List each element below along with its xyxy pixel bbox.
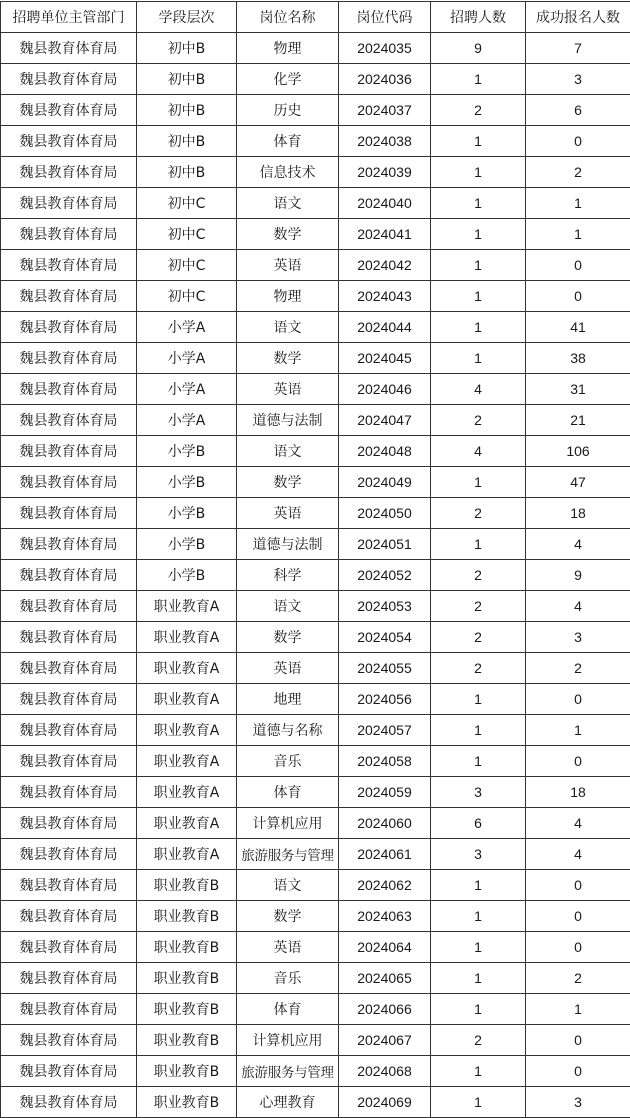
position-name-cell: 数学 [237, 901, 339, 932]
header-position-code: 岗位代码 [339, 2, 431, 33]
position-code-cell: 2024062 [339, 870, 431, 901]
position-name-cell: 计算机应用 [237, 1025, 339, 1056]
recruit-count-cell: 2 [431, 1025, 526, 1056]
table-row [1, 1056, 630, 1087]
position-code-cell: 2024049 [339, 467, 431, 498]
recruit-count-cell: 4 [431, 374, 526, 405]
school-level-cell: 小学B [137, 467, 237, 498]
table-row [1, 963, 630, 994]
department-cell: 魏县教育体育局 [1, 591, 137, 622]
position-name-cell: 英语 [237, 653, 339, 684]
table-row [1, 932, 630, 963]
department-cell: 魏县教育体育局 [1, 126, 137, 157]
applicant-count-cell: 31 [526, 374, 630, 405]
applicant-count-cell: 3 [526, 622, 630, 653]
position-name-cell: 旅游服务与管理 [237, 1056, 339, 1087]
position-name-cell: 历史 [237, 95, 339, 126]
applicant-count-cell: 41 [526, 312, 630, 343]
recruit-count-cell: 1 [431, 157, 526, 188]
position-code-cell: 2024041 [339, 219, 431, 250]
recruit-count-cell: 1 [431, 1056, 526, 1087]
position-name-cell: 道德与法制 [237, 405, 339, 436]
applicant-count-cell: 4 [526, 591, 630, 622]
department-cell: 魏县教育体育局 [1, 1087, 137, 1118]
applicant-count-cell: 4 [526, 839, 630, 870]
school-level-cell: 职业教育A [137, 808, 237, 839]
table-row [1, 281, 630, 312]
position-code-cell: 2024048 [339, 436, 431, 467]
department-cell: 魏县教育体育局 [1, 467, 137, 498]
position-name-cell: 数学 [237, 622, 339, 653]
school-level-cell: 职业教育B [137, 870, 237, 901]
department-cell: 魏县教育体育局 [1, 188, 137, 219]
school-level-cell: 职业教育A [137, 591, 237, 622]
position-name-cell: 语文 [237, 870, 339, 901]
applicant-count-cell: 0 [526, 746, 630, 777]
recruit-count-cell: 2 [431, 622, 526, 653]
position-code-cell: 2024040 [339, 188, 431, 219]
table-row [1, 715, 630, 746]
position-name-cell: 信息技术 [237, 157, 339, 188]
recruit-count-cell: 1 [431, 467, 526, 498]
table-row [1, 1025, 630, 1056]
table-row [1, 250, 630, 281]
recruit-count-cell: 2 [431, 498, 526, 529]
school-level-cell: 初中B [137, 157, 237, 188]
position-code-cell: 2024043 [339, 281, 431, 312]
applicant-count-cell: 0 [526, 281, 630, 312]
department-cell: 魏县教育体育局 [1, 963, 137, 994]
table-row [1, 870, 630, 901]
position-code-cell: 2024056 [339, 684, 431, 715]
table-row [1, 188, 630, 219]
position-name-cell: 科学 [237, 560, 339, 591]
school-level-cell: 职业教育A [137, 839, 237, 870]
applicant-count-cell: 2 [526, 653, 630, 684]
position-name-cell: 化学 [237, 64, 339, 95]
school-level-cell: 初中C [137, 281, 237, 312]
department-cell: 魏县教育体育局 [1, 529, 137, 560]
applicant-count-cell: 1 [526, 715, 630, 746]
position-name-cell: 音乐 [237, 746, 339, 777]
position-name-cell: 计算机应用 [237, 808, 339, 839]
position-name-cell: 道德与名称 [237, 715, 339, 746]
school-level-cell: 职业教育A [137, 715, 237, 746]
position-code-cell: 2024037 [339, 95, 431, 126]
department-cell: 魏县教育体育局 [1, 653, 137, 684]
position-name-cell: 语文 [237, 591, 339, 622]
recruit-count-cell: 1 [431, 219, 526, 250]
department-cell: 魏县教育体育局 [1, 746, 137, 777]
applicant-count-cell: 7 [526, 33, 630, 64]
school-level-cell: 小学B [137, 529, 237, 560]
applicant-count-cell: 47 [526, 467, 630, 498]
recruit-count-cell: 1 [431, 64, 526, 95]
department-cell: 魏县教育体育局 [1, 436, 137, 467]
school-level-cell: 小学A [137, 374, 237, 405]
position-code-cell: 2024051 [339, 529, 431, 560]
school-level-cell: 职业教育B [137, 901, 237, 932]
header-recruit-count: 招聘人数 [431, 2, 526, 33]
position-name-cell: 数学 [237, 343, 339, 374]
table-row [1, 684, 630, 715]
department-cell: 魏县教育体育局 [1, 405, 137, 436]
applicant-count-cell: 9 [526, 560, 630, 591]
position-code-cell: 2024065 [339, 963, 431, 994]
position-code-cell: 2024055 [339, 653, 431, 684]
recruit-count-cell: 3 [431, 777, 526, 808]
position-name-cell: 道德与法制 [237, 529, 339, 560]
position-code-cell: 2024064 [339, 932, 431, 963]
department-cell: 魏县教育体育局 [1, 374, 137, 405]
position-name-cell: 旅游服务与管理 [237, 839, 339, 870]
school-level-cell: 职业教育B [137, 963, 237, 994]
table-row [1, 746, 630, 777]
position-name-cell: 体育 [237, 994, 339, 1025]
department-cell: 魏县教育体育局 [1, 33, 137, 64]
department-cell: 魏县教育体育局 [1, 994, 137, 1025]
position-code-cell: 2024061 [339, 839, 431, 870]
position-name-cell: 物理 [237, 281, 339, 312]
position-code-cell: 2024067 [339, 1025, 431, 1056]
recruit-count-cell: 1 [431, 870, 526, 901]
position-name-cell: 语文 [237, 188, 339, 219]
header-position-name: 岗位名称 [237, 2, 339, 33]
department-cell: 魏县教育体育局 [1, 157, 137, 188]
recruit-count-cell: 2 [431, 405, 526, 436]
recruitment-table [0, 1, 630, 1118]
recruit-count-cell: 1 [431, 188, 526, 219]
recruit-count-cell: 1 [431, 281, 526, 312]
position-code-cell: 2024063 [339, 901, 431, 932]
school-level-cell: 职业教育B [137, 932, 237, 963]
position-code-cell: 2024050 [339, 498, 431, 529]
recruit-count-cell: 1 [431, 932, 526, 963]
recruit-count-cell: 3 [431, 839, 526, 870]
applicant-count-cell: 21 [526, 405, 630, 436]
recruit-count-cell: 1 [431, 684, 526, 715]
position-code-cell: 2024058 [339, 746, 431, 777]
applicant-count-cell: 1 [526, 994, 630, 1025]
department-cell: 魏县教育体育局 [1, 1025, 137, 1056]
table-row [1, 95, 630, 126]
school-level-cell: 小学B [137, 560, 237, 591]
table-row [1, 157, 630, 188]
table-row [1, 312, 630, 343]
school-level-cell: 职业教育A [137, 622, 237, 653]
table-row [1, 343, 630, 374]
position-code-cell: 2024060 [339, 808, 431, 839]
school-level-cell: 小学A [137, 343, 237, 374]
position-code-cell: 2024054 [339, 622, 431, 653]
table-row [1, 436, 630, 467]
table-row [1, 529, 630, 560]
table-row [1, 777, 630, 808]
department-cell: 魏县教育体育局 [1, 777, 137, 808]
school-level-cell: 初中B [137, 64, 237, 95]
position-code-cell: 2024036 [339, 64, 431, 95]
recruit-count-cell: 2 [431, 95, 526, 126]
applicant-count-cell: 38 [526, 343, 630, 374]
position-name-cell: 物理 [237, 33, 339, 64]
recruit-count-cell: 2 [431, 560, 526, 591]
table-row [1, 33, 630, 64]
applicant-count-cell: 0 [526, 901, 630, 932]
table-row [1, 653, 630, 684]
department-cell: 魏县教育体育局 [1, 839, 137, 870]
school-level-cell: 职业教育A [137, 746, 237, 777]
applicant-count-cell: 4 [526, 808, 630, 839]
table-row [1, 405, 630, 436]
school-level-cell: 职业教育B [137, 1025, 237, 1056]
position-code-cell: 2024047 [339, 405, 431, 436]
position-name-cell: 体育 [237, 126, 339, 157]
table-row [1, 839, 630, 870]
table-row [1, 901, 630, 932]
department-cell: 魏县教育体育局 [1, 95, 137, 126]
department-cell: 魏县教育体育局 [1, 343, 137, 374]
applicant-count-cell: 1 [526, 188, 630, 219]
recruit-count-cell: 1 [431, 312, 526, 343]
school-level-cell: 初中B [137, 95, 237, 126]
recruit-count-cell: 1 [431, 126, 526, 157]
applicant-count-cell: 0 [526, 870, 630, 901]
table-row [1, 994, 630, 1025]
table-row [1, 126, 630, 157]
school-level-cell: 初中B [137, 126, 237, 157]
department-cell: 魏县教育体育局 [1, 250, 137, 281]
school-level-cell: 小学B [137, 498, 237, 529]
position-name-cell: 数学 [237, 467, 339, 498]
header-school-level: 学段层次 [137, 2, 237, 33]
applicant-count-cell: 3 [526, 64, 630, 95]
table-row [1, 64, 630, 95]
table-row [1, 374, 630, 405]
table-row [1, 560, 630, 591]
school-level-cell: 职业教育A [137, 653, 237, 684]
position-name-cell: 英语 [237, 250, 339, 281]
position-code-cell: 2024066 [339, 994, 431, 1025]
applicant-count-cell: 2 [526, 963, 630, 994]
recruit-count-cell: 1 [431, 343, 526, 374]
applicant-count-cell: 0 [526, 126, 630, 157]
applicant-count-cell: 0 [526, 684, 630, 715]
table-row [1, 498, 630, 529]
applicant-count-cell: 4 [526, 529, 630, 560]
recruit-count-cell: 4 [431, 436, 526, 467]
applicant-count-cell: 2 [526, 157, 630, 188]
position-code-cell: 2024068 [339, 1056, 431, 1087]
school-level-cell: 初中C [137, 219, 237, 250]
applicant-count-cell: 6 [526, 95, 630, 126]
applicant-count-cell: 0 [526, 932, 630, 963]
applicant-count-cell: 1 [526, 219, 630, 250]
applicant-count-cell: 106 [526, 436, 630, 467]
department-cell: 魏县教育体育局 [1, 932, 137, 963]
school-level-cell: 初中B [137, 33, 237, 64]
school-level-cell: 职业教育A [137, 777, 237, 808]
table-row [1, 622, 630, 653]
department-cell: 魏县教育体育局 [1, 622, 137, 653]
school-level-cell: 小学A [137, 405, 237, 436]
recruit-count-cell: 1 [431, 746, 526, 777]
header-applicant-count: 成功报名人数 [526, 2, 630, 33]
position-name-cell: 语文 [237, 436, 339, 467]
position-name-cell: 地理 [237, 684, 339, 715]
position-name-cell: 音乐 [237, 963, 339, 994]
applicant-count-cell: 18 [526, 777, 630, 808]
position-code-cell: 2024042 [339, 250, 431, 281]
department-cell: 魏县教育体育局 [1, 64, 137, 95]
recruit-count-cell: 1 [431, 250, 526, 281]
table-body [1, 33, 630, 1118]
position-code-cell: 2024069 [339, 1087, 431, 1118]
applicant-count-cell: 0 [526, 1025, 630, 1056]
recruit-count-cell: 6 [431, 808, 526, 839]
position-code-cell: 2024046 [339, 374, 431, 405]
school-level-cell: 初中C [137, 188, 237, 219]
recruit-count-cell: 2 [431, 653, 526, 684]
department-cell: 魏县教育体育局 [1, 219, 137, 250]
school-level-cell: 职业教育B [137, 1087, 237, 1118]
school-level-cell: 小学B [137, 436, 237, 467]
applicant-count-cell: 3 [526, 1087, 630, 1118]
department-cell: 魏县教育体育局 [1, 281, 137, 312]
department-cell: 魏县教育体育局 [1, 870, 137, 901]
position-name-cell: 英语 [237, 374, 339, 405]
recruit-count-cell: 1 [431, 715, 526, 746]
applicant-count-cell: 0 [526, 250, 630, 281]
position-code-cell: 2024044 [339, 312, 431, 343]
position-name-cell: 体育 [237, 777, 339, 808]
table-row [1, 808, 630, 839]
position-name-cell: 语文 [237, 312, 339, 343]
table-row [1, 591, 630, 622]
recruit-count-cell: 1 [431, 994, 526, 1025]
position-code-cell: 2024057 [339, 715, 431, 746]
department-cell: 魏县教育体育局 [1, 560, 137, 591]
table-row [1, 467, 630, 498]
department-cell: 魏县教育体育局 [1, 1056, 137, 1087]
applicant-count-cell: 18 [526, 498, 630, 529]
applicant-count-cell: 0 [526, 1056, 630, 1087]
department-cell: 魏县教育体育局 [1, 312, 137, 343]
position-name-cell: 英语 [237, 498, 339, 529]
department-cell: 魏县教育体育局 [1, 901, 137, 932]
position-name-cell: 心理教育 [237, 1087, 339, 1118]
recruit-count-cell: 1 [431, 529, 526, 560]
table-row [1, 219, 630, 250]
recruit-count-cell: 1 [431, 901, 526, 932]
department-cell: 魏县教育体育局 [1, 808, 137, 839]
school-level-cell: 小学A [137, 312, 237, 343]
table-row [1, 1087, 630, 1118]
header-department: 招聘单位主管部门 [1, 2, 137, 33]
position-code-cell: 2024039 [339, 157, 431, 188]
department-cell: 魏县教育体育局 [1, 715, 137, 746]
position-code-cell: 2024053 [339, 591, 431, 622]
school-level-cell: 职业教育B [137, 1056, 237, 1087]
recruit-count-cell: 2 [431, 591, 526, 622]
header-row [1, 2, 630, 33]
school-level-cell: 职业教育A [137, 684, 237, 715]
department-cell: 魏县教育体育局 [1, 684, 137, 715]
position-code-cell: 2024035 [339, 33, 431, 64]
position-name-cell: 数学 [237, 219, 339, 250]
recruit-count-cell: 9 [431, 33, 526, 64]
recruit-count-cell: 1 [431, 1087, 526, 1118]
position-code-cell: 2024045 [339, 343, 431, 374]
department-cell: 魏县教育体育局 [1, 498, 137, 529]
school-level-cell: 初中C [137, 250, 237, 281]
school-level-cell: 职业教育B [137, 994, 237, 1025]
position-code-cell: 2024059 [339, 777, 431, 808]
position-name-cell: 英语 [237, 932, 339, 963]
position-code-cell: 2024052 [339, 560, 431, 591]
recruit-count-cell: 1 [431, 963, 526, 994]
position-code-cell: 2024038 [339, 126, 431, 157]
